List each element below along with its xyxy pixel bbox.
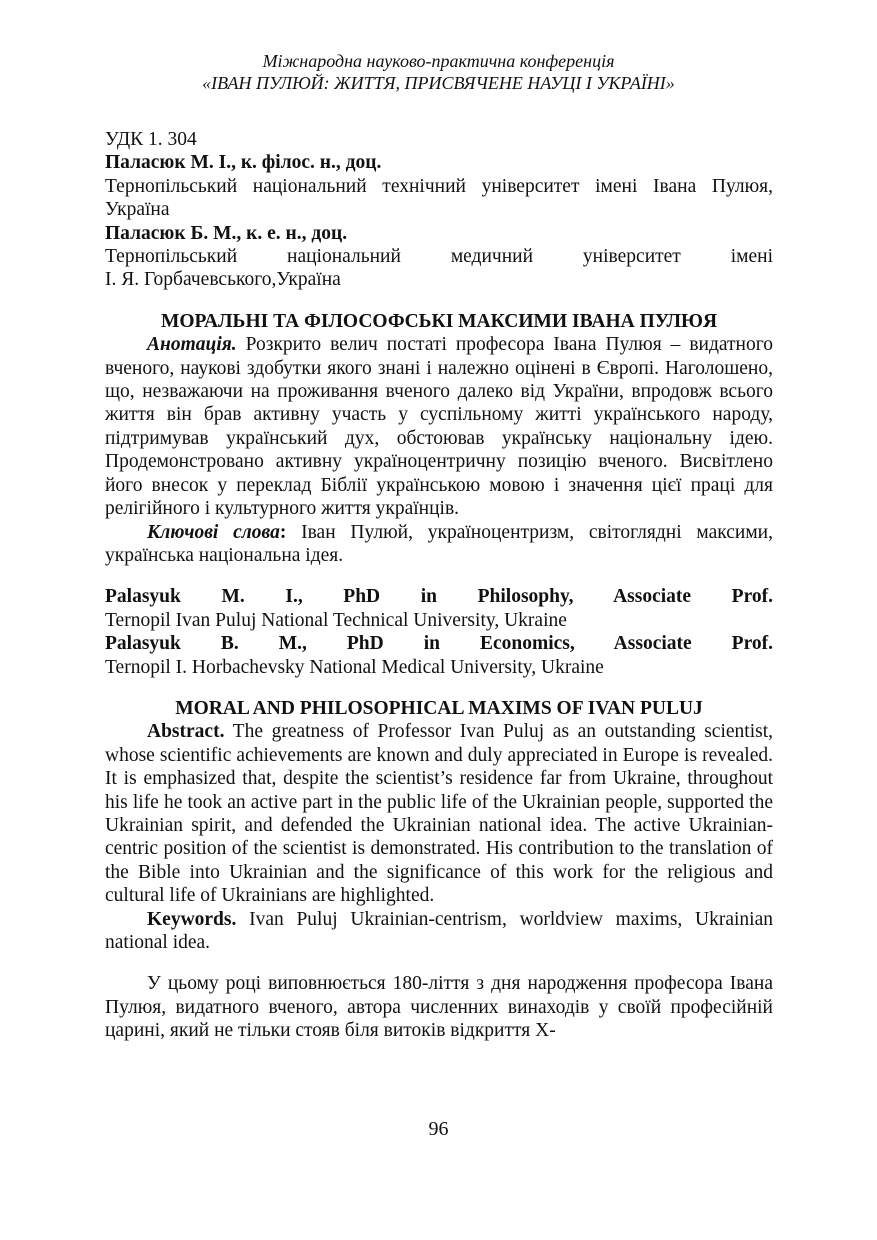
author-en-2-affiliation: Ternopil I. Horbachevsky National Medical University, Ukraine [105,656,604,678]
abstract-ua [105,333,773,520]
abstract-en [105,720,773,907]
author-ua-1-name: Паласюк М. І., к. філос. н., доц. [105,152,382,174]
author-en-1-name: Palasyuk M. I., PhD in Philosophy, Associate Prof. [105,586,773,608]
conference-name: Міжнародна науково-практична конференція [262,51,615,71]
page-number: 96 [428,1118,449,1140]
abstract-en-text: The greatness of Professor Ivan Puluj as an outstanding scientist, whose scientific achievements are known and duly appreciated in Europe is revealed. It is emphasized that, despite the scientist’s residence far from Ukraine, throughout his life he took an active part in the public life of the Ukrainian people, supported the Ukrainian spirit, and defended the Ukrainian national idea. The active Ukrainian-centric position of the scientist is demonstrated. His contribution to the translation of the Bible into Ukrainian and the significance of this work for the religious and cultural life of Ukrainians are highlighted. [105,721,773,907]
keywords-ua-label: Ключові слова [147,521,280,543]
abstract-en-label: Abstract. [147,721,225,743]
running-header [0,50,877,94]
keywords-en-label: Keywords. [147,908,237,930]
author-en-1-affiliation: Ternopil Ivan Puluj National Technical University, Ukraine [105,609,567,631]
author-en-2-name: Palasyuk B. M., PhD in Economics, Associate Prof. [105,633,773,655]
abstract-ua-text: Розкрито велич постаті професора Івана Пулюя – видатного вченого, наукові здобутки якого знані і належно оцінені в Європі. Наголошено, що, незважаючи на проживання вченого далеко від України, впродовж всього життя він брав активну участь у суспільному житті українського народу, підтримував український дух, обстоював українську національну ідею. Продемонстровано активну україноцентричну позицію вченого. Висвітлено його внесок у переклад Біблії українською мовою і значення цієї праці для релігійного і культурного життя українців. [105,334,774,520]
conference-title: «ІВАН ПУЛЮЙ: ЖИТТЯ, ПРИСВЯЧЕНЕ НАУЦІ І УКРАЇНІ» [202,73,675,93]
keywords-ua-colon: : [279,521,287,543]
author-ua-1-affiliation-cont: Україна [105,199,170,221]
keywords-en-text: Ivan Puluj Ukrainian-centrism, worldview maxims, Ukrainian national idea. [105,908,773,953]
author-ua-2-name: Паласюк Б. М., к. е. н., доц. [105,222,348,244]
keywords-ua-text: Іван Пулюй, україноцентризм, світоглядні максими, українська національна ідея. [105,521,773,566]
article-content [105,128,773,1043]
udk-code: УДК 1. 304 [105,129,197,150]
keywords-ua [105,521,773,568]
article-title-ua: МОРАЛЬНІ ТА ФІЛОСОФСЬКІ МАКСИМИ ІВАНА ПУЛЮЯ [160,310,718,332]
author-ua-1-affiliation: Тернопільський національний технічний університет імені Івана Пулюя, [105,175,773,197]
body-paragraph: У цьому році виповнюється 180-ліття з дня народження професора Івана Пулюя, видатного вченого, автора численних винаходів у своїй професійній царині, який не тільки стояв біля витоків відкриття Х- [105,973,773,1042]
abstract-ua-label: Анотація. [147,334,237,356]
author-ua-2-affiliation-cont: І. Я. Горбачевського,Україна [105,269,341,291]
keywords-en [105,908,773,955]
author-ua-2-affiliation: Тернопільський національний медичний університет імені [105,246,773,268]
article-title-en: MORAL AND PHILOSOPHICAL MAXIMS OF IVAN PULUJ [175,697,703,719]
